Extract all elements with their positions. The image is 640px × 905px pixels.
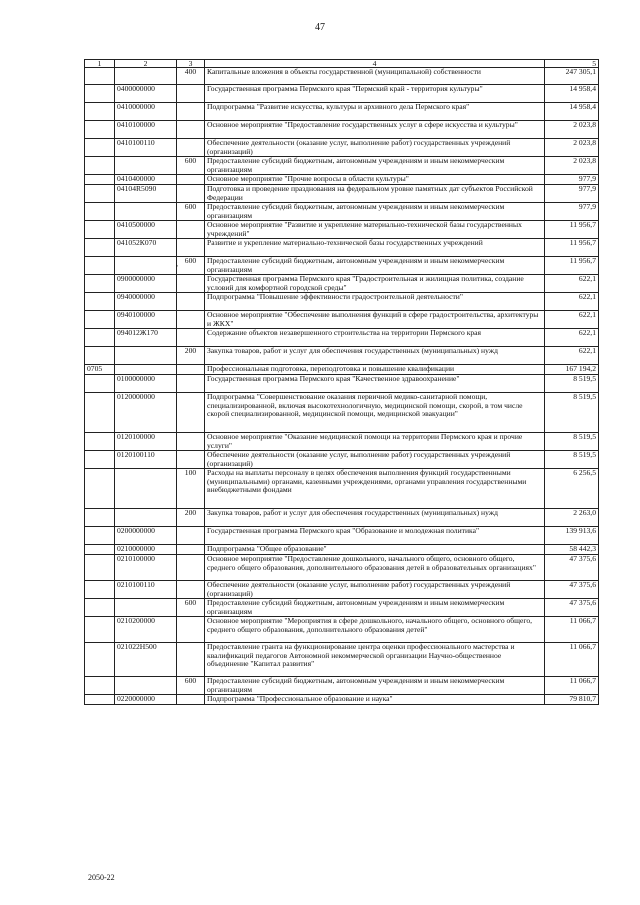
cell-code: 0210100110 <box>115 581 177 599</box>
cell-section <box>85 185 115 203</box>
table-row <box>85 375 599 393</box>
cell-section <box>85 545 115 555</box>
cell-code: 0410500000 <box>115 221 177 239</box>
cell-name: Закупка товаров, работ и услуг для обеспечения государственных (муниципальных) нужд <box>205 347 545 365</box>
table-row <box>85 239 599 257</box>
table-row <box>85 275 599 293</box>
cell-code <box>115 257 177 275</box>
cell-name: Основное мероприятие "Развитие и укрепление материально-технической базы государственных учреждений" <box>205 221 545 239</box>
table-row <box>85 139 599 157</box>
header-cell-type: 3 <box>177 60 205 68</box>
cell-section <box>85 257 115 275</box>
budget-table <box>84 59 599 705</box>
cell-section <box>85 509 115 527</box>
cell-code <box>115 599 177 617</box>
table-row <box>85 527 599 545</box>
cell-section <box>85 375 115 393</box>
cell-type <box>177 617 205 643</box>
cell-code: 0940000000 <box>115 293 177 311</box>
cell-amount: 11 956,7 <box>545 239 599 257</box>
cell-code: 021022Н500 <box>115 643 177 677</box>
cell-amount: 47 375,6 <box>545 581 599 599</box>
cell-name: Содержание объектов незавершенного строительства на территории Пермского края <box>205 329 545 347</box>
cell-code <box>115 677 177 695</box>
cell-name: Подготовка и проведение празднования на федеральном уровне памятных дат субъектов Российской Федерации <box>205 185 545 203</box>
cell-name: Основное мероприятие "Предоставление государственных услуг в сфере искусства и культуры" <box>205 121 545 139</box>
cell-name: Профессиональная подготовка, переподготовка и повышение квалификации <box>205 365 545 375</box>
cell-section <box>85 239 115 257</box>
cell-code: 0410100000 <box>115 121 177 139</box>
cell-amount: 622,1 <box>545 329 599 347</box>
cell-type <box>177 365 205 375</box>
cell-amount: 8 519,5 <box>545 393 599 433</box>
cell-code: 0940100000 <box>115 311 177 329</box>
cell-amount: 14 958,4 <box>545 85 599 103</box>
cell-section <box>85 599 115 617</box>
cell-amount: 2 263,0 <box>545 509 599 527</box>
cell-amount: 11 956,7 <box>545 257 599 275</box>
cell-name: Предоставление гранта на функционирование центра оценки профессионального мастерства и квалификаций педагогов Автономной некоммерческой организации Научно-общественное объединение "Капитал развития" <box>205 643 545 677</box>
cell-code <box>115 203 177 221</box>
cell-name: Расходы на выплаты персоналу в целях обеспечения выполнения функций государственными (муниципальными) органами, казенными учреждениями, органами управления государственными внебюджетными фондами <box>205 469 545 509</box>
cell-section: 0705 <box>85 365 115 375</box>
cell-code: 0220000000 <box>115 695 177 705</box>
cell-type: 600 <box>177 203 205 221</box>
cell-section <box>85 347 115 365</box>
table-row <box>85 257 599 275</box>
cell-section <box>85 103 115 121</box>
cell-type <box>177 175 205 185</box>
cell-name: Предоставление субсидий бюджетным, автономным учреждениям и иным некоммерческим организациям <box>205 677 545 695</box>
cell-name: Государственная программа Пермского края "Качественное здравоохранение" <box>205 375 545 393</box>
table-row <box>85 121 599 139</box>
cell-section <box>85 527 115 545</box>
table-row <box>85 545 599 555</box>
header-cell-code: 2 <box>115 60 177 68</box>
cell-type <box>177 139 205 157</box>
cell-section <box>85 275 115 293</box>
cell-section <box>85 203 115 221</box>
cell-type: 600 <box>177 677 205 695</box>
cell-name: Подпрограмма "Общее образование" <box>205 545 545 555</box>
cell-name: Предоставление субсидий бюджетным, автономным учреждениям и иным некоммерческим организациям <box>205 257 545 275</box>
table-row <box>85 365 599 375</box>
cell-type <box>177 221 205 239</box>
cell-amount: 977,9 <box>545 185 599 203</box>
cell-section <box>85 293 115 311</box>
cell-section <box>85 68 115 85</box>
cell-amount: 247 305,1 <box>545 68 599 85</box>
cell-amount: 79 810,7 <box>545 695 599 705</box>
cell-section <box>85 393 115 433</box>
cell-type <box>177 311 205 329</box>
cell-code: 094012Ж170 <box>115 329 177 347</box>
table-row <box>85 329 599 347</box>
cell-section <box>85 451 115 469</box>
table-row <box>85 103 599 121</box>
table-row <box>85 581 599 599</box>
footer-document-code: 2050-22 <box>88 873 115 882</box>
cell-code: 0410000000 <box>115 103 177 121</box>
table-row <box>85 695 599 705</box>
cell-code <box>115 347 177 365</box>
cell-name: Развитие и укрепление материально-технической базы государственных учреждений <box>205 239 545 257</box>
cell-type <box>177 555 205 581</box>
cell-name: Основное мероприятие "Предоставление дошкольного, начального общего, основного общего, среднего общего образования, дополнительного образования детей в образовательных организациях" <box>205 555 545 581</box>
cell-amount: 622,1 <box>545 293 599 311</box>
cell-name: Подпрограмма "Повышение эффективности градостроительной деятельности" <box>205 293 545 311</box>
table-row <box>85 85 599 103</box>
cell-amount: 2 023,8 <box>545 121 599 139</box>
cell-code: 0210100000 <box>115 555 177 581</box>
cell-code: 0120100110 <box>115 451 177 469</box>
cell-name: Государственная программа Пермского края "Градостроительная и жилищная политика, создание условий для комфортной городской среды" <box>205 275 545 293</box>
cell-code: 0120100000 <box>115 433 177 451</box>
cell-amount: 11 956,7 <box>545 221 599 239</box>
table-row <box>85 157 599 175</box>
cell-name: Обеспечение деятельности (оказание услуг, выполнение работ) государственных учреждений (организаций) <box>205 139 545 157</box>
cell-amount: 977,9 <box>545 203 599 221</box>
cell-section <box>85 329 115 347</box>
page-number: 47 <box>315 22 325 33</box>
cell-code: 04104R5090 <box>115 185 177 203</box>
cell-type <box>177 85 205 103</box>
cell-section <box>85 469 115 509</box>
cell-name: Обеспечение деятельности (оказание услуг, выполнение работ) государственных учреждений (организаций) <box>205 451 545 469</box>
cell-section <box>85 139 115 157</box>
cell-amount: 8 519,5 <box>545 375 599 393</box>
cell-code <box>115 365 177 375</box>
cell-name: Основное мероприятие "Обеспечение выполнения функций в сфере градостроительства, архитектуры и ЖКХ" <box>205 311 545 329</box>
cell-name: Основное мероприятие "Мероприятия в сфере дошкольного, начального общего, основного общего, среднего общего образования, дополнительного образования детей" <box>205 617 545 643</box>
cell-amount: 622,1 <box>545 347 599 365</box>
cell-amount: 167 194,2 <box>545 365 599 375</box>
table-row <box>85 617 599 643</box>
cell-code <box>115 157 177 175</box>
cell-section <box>85 157 115 175</box>
cell-type: 600 <box>177 257 205 275</box>
cell-type <box>177 293 205 311</box>
cell-section <box>85 695 115 705</box>
cell-code: 0410100110 <box>115 139 177 157</box>
cell-section <box>85 311 115 329</box>
cell-amount: 2 023,8 <box>545 139 599 157</box>
cell-section <box>85 221 115 239</box>
cell-code: 0100000000 <box>115 375 177 393</box>
cell-amount: 11 066,7 <box>545 617 599 643</box>
cell-code <box>115 509 177 527</box>
cell-type <box>177 375 205 393</box>
cell-name: Основное мероприятие "Оказание медицинской помощи на территории Пермского края и прочие услуги" <box>205 433 545 451</box>
cell-section <box>85 85 115 103</box>
table-row <box>85 433 599 451</box>
cell-type <box>177 451 205 469</box>
cell-section <box>85 555 115 581</box>
cell-name: Обеспечение деятельности (оказание услуг, выполнение работ) государственных учреждений (организаций) <box>205 581 545 599</box>
header-cell-section: 1 <box>85 60 115 68</box>
table-row <box>85 203 599 221</box>
cell-amount: 11 066,7 <box>545 643 599 677</box>
cell-code: 0900000000 <box>115 275 177 293</box>
cell-type <box>177 103 205 121</box>
cell-code: 0400000000 <box>115 85 177 103</box>
table-header-row <box>85 60 599 68</box>
cell-amount: 139 913,6 <box>545 527 599 545</box>
cell-amount: 622,1 <box>545 275 599 293</box>
cell-code: 0210000000 <box>115 545 177 555</box>
cell-name: Подпрограмма "Профессиональное образование и наука" <box>205 695 545 705</box>
cell-type: 600 <box>177 157 205 175</box>
cell-type <box>177 239 205 257</box>
cell-section <box>85 433 115 451</box>
cell-type: 200 <box>177 509 205 527</box>
table-row <box>85 311 599 329</box>
table-row <box>85 555 599 581</box>
cell-type <box>177 695 205 705</box>
cell-section <box>85 617 115 643</box>
table-row <box>85 599 599 617</box>
table-row <box>85 347 599 365</box>
cell-amount: 622,1 <box>545 311 599 329</box>
header-cell-amount: 5 <box>545 60 599 68</box>
cell-type <box>177 433 205 451</box>
table-row <box>85 451 599 469</box>
cell-name: Государственная программа Пермского края "Пермский край - территория культуры" <box>205 85 545 103</box>
cell-type <box>177 393 205 433</box>
cell-amount: 8 519,5 <box>545 451 599 469</box>
table-row <box>85 293 599 311</box>
cell-name: Закупка товаров, работ и услуг для обеспечения государственных (муниципальных) нужд <box>205 509 545 527</box>
cell-type <box>177 643 205 677</box>
cell-amount: 14 958,4 <box>545 103 599 121</box>
cell-amount: 58 442,3 <box>545 545 599 555</box>
cell-name: Предоставление субсидий бюджетным, автономным учреждениям и иным некоммерческим организациям <box>205 203 545 221</box>
cell-amount: 47 375,6 <box>545 555 599 581</box>
table-row <box>85 175 599 185</box>
table-row <box>85 185 599 203</box>
cell-code <box>115 469 177 509</box>
cell-section <box>85 677 115 695</box>
cell-type <box>177 275 205 293</box>
cell-amount: 2 023,8 <box>545 157 599 175</box>
cell-type: 100 <box>177 469 205 509</box>
cell-type <box>177 121 205 139</box>
cell-name: Предоставление субсидий бюджетным, автономным учреждениям и иным некоммерческим организациям <box>205 599 545 617</box>
cell-type: 600 <box>177 599 205 617</box>
cell-amount: 977,9 <box>545 175 599 185</box>
cell-type: 200 <box>177 347 205 365</box>
cell-code: 0210200000 <box>115 617 177 643</box>
cell-type: 400 <box>177 68 205 85</box>
table-row <box>85 68 599 85</box>
table-row <box>85 509 599 527</box>
cell-name: Государственная программа Пермского края "Образование и молодежная политика" <box>205 527 545 545</box>
cell-type <box>177 527 205 545</box>
cell-section <box>85 121 115 139</box>
cell-amount: 47 375,6 <box>545 599 599 617</box>
cell-name: Основное мероприятие "Прочие вопросы в области культуры" <box>205 175 545 185</box>
stray-mark: , <box>176 259 178 268</box>
cell-amount: 8 519,5 <box>545 433 599 451</box>
cell-code: 0410400000 <box>115 175 177 185</box>
cell-amount: 11 066,7 <box>545 677 599 695</box>
cell-type <box>177 581 205 599</box>
cell-section <box>85 581 115 599</box>
table-row <box>85 643 599 677</box>
cell-name: Предоставление субсидий бюджетным, автономным учреждениям и иным некоммерческим организациям <box>205 157 545 175</box>
cell-code: 0200000000 <box>115 527 177 545</box>
cell-code: 0120000000 <box>115 393 177 433</box>
cell-name: Капитальные вложения в объекты государственной (муниципальной) собственности <box>205 68 545 85</box>
cell-section <box>85 643 115 677</box>
table-row <box>85 677 599 695</box>
cell-name: Подпрограмма "Совершенствование оказания первичной медико-санитарной помощи, специализированной, включая высокотехнологичную, медицинской помощи, скорой, в том числе скорой специализированной, медицинской помощи, медицинской эвакуации" <box>205 393 545 433</box>
cell-type <box>177 545 205 555</box>
cell-section <box>85 175 115 185</box>
table-row <box>85 221 599 239</box>
cell-type <box>177 329 205 347</box>
cell-code: 041052К070 <box>115 239 177 257</box>
table-row <box>85 393 599 433</box>
table-row <box>85 469 599 509</box>
cell-type <box>177 185 205 203</box>
header-cell-name: 4 <box>205 60 545 68</box>
cell-name: Подпрограмма "Развитие искусства, культуры и архивного дела Пермского края" <box>205 103 545 121</box>
cell-code <box>115 68 177 85</box>
cell-amount: 6 256,5 <box>545 469 599 509</box>
